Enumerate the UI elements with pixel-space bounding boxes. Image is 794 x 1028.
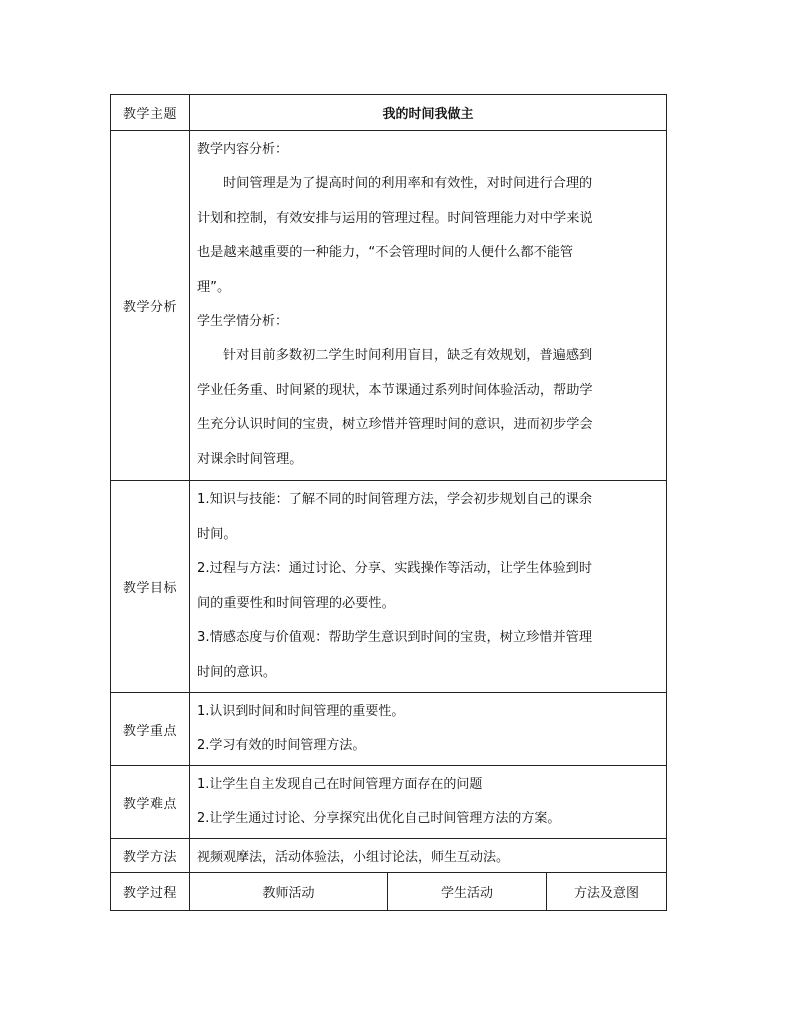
analysis-content xyxy=(190,131,667,481)
goal-line: 3.情感态度与价值观：帮助学生意识到时间的宝贵，树立珍惜并管理 xyxy=(197,630,593,645)
row-analysis xyxy=(111,131,667,481)
goals-label: 教学目标 xyxy=(111,481,190,693)
key-points-content xyxy=(190,693,667,766)
content-analysis-line: 理”。 xyxy=(197,279,231,295)
goal-line: 时间的意识。 xyxy=(197,664,277,680)
student-analysis-line: 对课余时间管理。 xyxy=(197,451,303,467)
key-point-line: 1.认识到时间和时间管理的重要性。 xyxy=(197,704,405,719)
difficulty-line: 1.让学生自主发现自己在时间管理方面存在的问题 xyxy=(197,777,483,792)
methods-label: 教学方法 xyxy=(111,839,190,873)
goal-line: 间的重要性和时间管理的必要性。 xyxy=(197,595,395,611)
row-topic xyxy=(111,95,667,131)
row-difficulties xyxy=(111,766,667,839)
methods-text: 视频观摩法，活动体验法，小组讨论法，师生互动法。 xyxy=(190,839,667,873)
key-points-label: 教学重点 xyxy=(111,693,190,766)
row-goals xyxy=(111,481,667,693)
student-activity-header: 学生活动 xyxy=(388,873,547,911)
difficulties-label: 教学难点 xyxy=(111,766,190,839)
difficulty-line: 2.让学生通过讨论、分享探究出优化自己时间管理方法的方案。 xyxy=(197,811,561,826)
goal-line: 时间。 xyxy=(197,526,237,542)
goals-content xyxy=(190,481,667,693)
student-analysis-line: 针对目前多数初二学生时间利用盲目，缺乏有效规划，普遍感到 xyxy=(223,348,593,363)
content-analysis-line: 时间管理是为了提高时间的利用率和有效性，对时间进行合理的 xyxy=(223,176,593,191)
row-methods xyxy=(111,839,667,873)
topic-title: 我的时间我做主 xyxy=(190,95,667,131)
goal-line: 1.知识与技能：了解不同的时间管理方法，学会初步规划自己的课余 xyxy=(197,492,593,507)
key-point-line: 2.学习有效的时间管理方法。 xyxy=(197,738,366,753)
content-analysis-heading: 教学内容分析： xyxy=(197,142,289,157)
teacher-activity-header: 教师活动 xyxy=(190,873,388,911)
goal-line: 2.过程与方法：通过讨论、分享、实践操作等活动，让学生体验到时 xyxy=(197,561,593,576)
process-label: 教学过程 xyxy=(111,873,190,911)
content-analysis-line: 也是越来越重要的一种能力，“不会管理时间的人便什么都不能管 xyxy=(197,245,574,260)
analysis-label: 教学分析 xyxy=(111,131,190,481)
student-analysis-line: 生充分认识时间的宝贵，树立珍惜并管理时间的意识，进而初步学会 xyxy=(197,417,593,432)
difficulties-content xyxy=(190,766,667,839)
student-analysis-heading: 学生学情分析： xyxy=(197,314,289,329)
content-analysis-line: 计划和控制，有效安排与运用的管理过程。时间管理能力对中学来说 xyxy=(197,210,593,226)
method-intent-header: 方法及意图 xyxy=(547,873,667,911)
row-key-points xyxy=(111,693,667,766)
topic-label: 教学主题 xyxy=(111,95,190,131)
row-process xyxy=(111,873,667,911)
student-analysis-line: 学业任务重、时间紧的现状，本节课通过系列时间体验活动，帮助学 xyxy=(197,382,593,398)
lesson-plan-table xyxy=(110,94,667,911)
